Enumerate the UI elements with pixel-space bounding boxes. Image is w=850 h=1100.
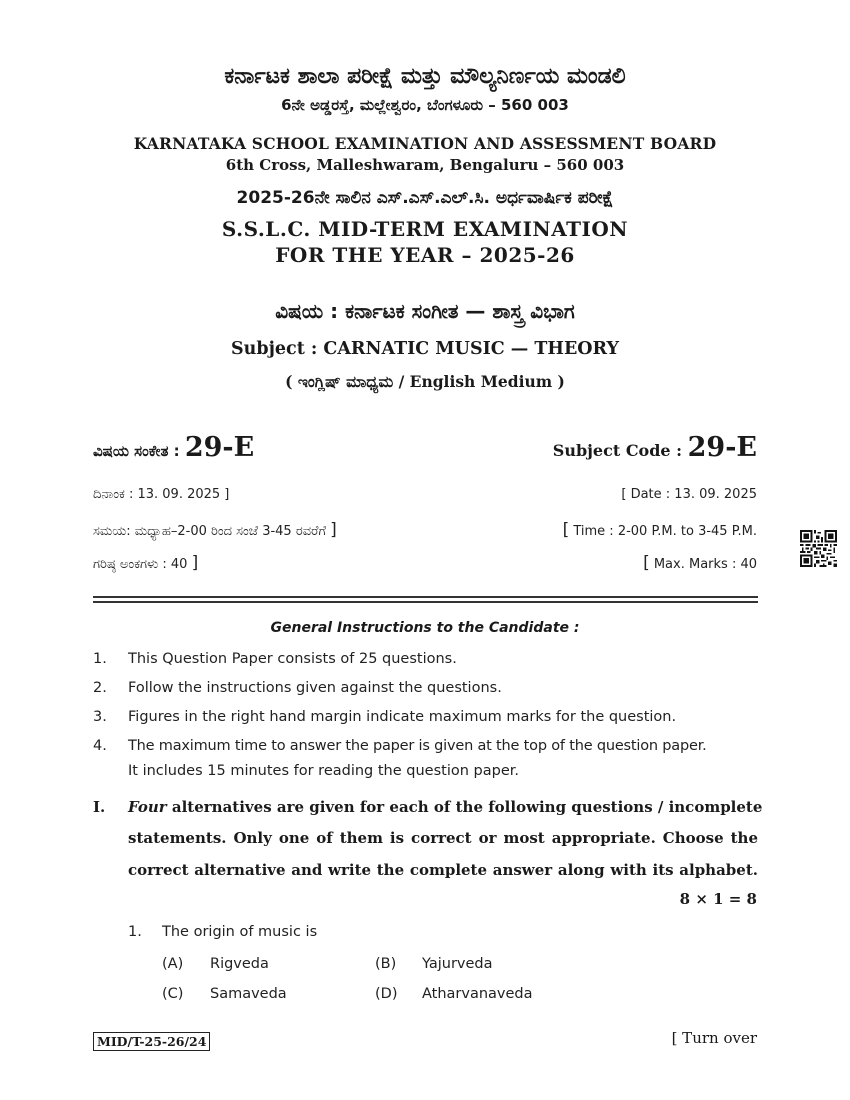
- board-title-kannada: ಕರ್ನಾಟಕ ಶಾಲಾ ಪರೀಕ್ಷೆ ಮತ್ತು ಮೌಲ್ಯನಿರ್ಣಯ ಮಂಡಲಿ: [224, 64, 626, 89]
- qr-code-icon: [800, 530, 837, 567]
- instruction-number: 2.: [93, 680, 107, 696]
- board-address-english: 6th Cross, Malleshwaram, Bengaluru – 560 003: [225, 156, 625, 174]
- section-instruction-line1: [128, 798, 763, 816]
- subject-code-value-right: 29-E: [687, 432, 757, 463]
- option-label: (D): [375, 986, 398, 1002]
- section-marks: 8 × 1 = 8: [679, 890, 757, 908]
- subject-code-value-left: 29-E: [184, 432, 255, 463]
- exam-title-kannada: 2025-26ನೇ ಸಾಲಿನ ಎಸ್.ಎಸ್.ಎಲ್.ಸಿ. ಅರ್ಧವಾರ್ಷಿಕ ಪರೀಕ್ಷೆ: [236, 188, 614, 208]
- board-title-english: KARNATAKA SCHOOL EXAMINATION AND ASSESSMENT BOARD: [133, 134, 717, 153]
- option-label: (A): [162, 956, 184, 972]
- subject-code-label-english: Subject Code :: [552, 441, 683, 460]
- section-line1-text: alternatives are given for each of the following questions / incomplete: [171, 798, 763, 816]
- date-english: [ Date : 13. 09. 2025: [621, 487, 757, 502]
- date-kannada: ದಿನಾಂಕ : 13. 09. 2025 ]: [93, 487, 230, 502]
- turn-over-label: [ Turn over: [671, 1029, 757, 1047]
- subject-english: Subject : CARNATIC MUSIC — THEORY: [230, 339, 620, 359]
- time-english: [ Time : 2-00 P.M. to 3-45 P.M.: [562, 520, 757, 540]
- instruction-text-continued: It includes 15 minutes for reading the question paper.: [128, 763, 519, 779]
- max-marks-english: [ Max. Marks : 40: [643, 553, 757, 573]
- divider-bottom: [93, 601, 758, 603]
- max-marks-kannada-text: ಗರಿಷ್ಠ ಅಂಕಗಳು : 40: [93, 557, 188, 572]
- option-label: (B): [375, 956, 397, 972]
- time-english-text: Time : 2-00 P.M. to 3-45 P.M.: [573, 524, 757, 539]
- option-text: Atharvanaveda: [422, 986, 533, 1002]
- section-italic-word: Four: [128, 798, 167, 816]
- section-instruction-line3: correct alternative and write the complete answer along with its alphabet.: [128, 861, 758, 879]
- instruction-text: The maximum time to answer the paper is given at the top of the question paper.: [128, 738, 707, 754]
- instruction-number: 3.: [93, 709, 107, 725]
- instruction-number: 1.: [93, 651, 107, 667]
- option-text: Rigveda: [210, 956, 269, 972]
- subject-code-label-kannada: ವಿಷಯ ಸಂಕೇತ :: [93, 442, 180, 460]
- paper-code: MID/T-25-26/24: [93, 1032, 210, 1051]
- exam-title-english-line1: S.S.L.C. MID-TERM EXAMINATION: [221, 217, 629, 241]
- option-text: Samaveda: [210, 986, 287, 1002]
- medium-label: ( ಇಂಗ್ಲಿಷ್ ಮಾಧ್ಯಮ / English Medium ): [285, 372, 565, 391]
- subject-code-english: [553, 432, 757, 463]
- max-marks-kannada: ಗರಿಷ್ಠ ಅಂಕಗಳು : 40 ]: [93, 553, 199, 573]
- max-marks-english-text: Max. Marks : 40: [653, 557, 757, 572]
- subject-kannada: ವಿಷಯ : ಕರ್ನಾಟಕ ಸಂಗೀತ — ಶಾಸ್ತ್ರ ವಿಭಾಗ: [275, 299, 575, 323]
- instruction-text: Figures in the right hand margin indicate maximum marks for the question.: [128, 709, 677, 725]
- instructions-title: General Instructions to the Candidate :: [270, 620, 580, 636]
- option-label: (C): [162, 986, 184, 1002]
- board-address-kannada: 6ನೇ ಅಡ್ಡರಸ್ತೆ, ಮಲ್ಲೇಶ್ವರಂ, ಬೆಂಗಳೂರು – 560 003: [281, 96, 569, 114]
- instruction-number: 4.: [93, 738, 107, 754]
- question-number: 1.: [128, 924, 142, 940]
- divider-top: [93, 596, 758, 598]
- exam-title-english-line2: FOR THE YEAR – 2025-26: [275, 243, 575, 267]
- subject-code-kannada: [93, 432, 254, 463]
- time-kannada-text: ಸಮಯ: ಮಧ್ಯಾಹ–2-00 ರಿಂದ ಸಂಜೆ 3-45 ರವರೆಗೆ: [93, 524, 327, 539]
- instruction-text: This Question Paper consists of 25 questions.: [128, 651, 457, 667]
- question-text: The origin of music is: [162, 924, 318, 940]
- section-instruction-line2: statements. Only one of them is correct or most appropriate. Choose the: [128, 829, 758, 847]
- section-number: I.: [93, 798, 106, 816]
- option-text: Yajurveda: [422, 956, 493, 972]
- time-kannada: ಸಮಯ: ಮಧ್ಯಾಹ–2-00 ರಿಂದ ಸಂಜೆ 3-45 ರವರೆಗೆ ]: [93, 520, 337, 540]
- instruction-text: Follow the instructions given against the questions.: [128, 680, 502, 696]
